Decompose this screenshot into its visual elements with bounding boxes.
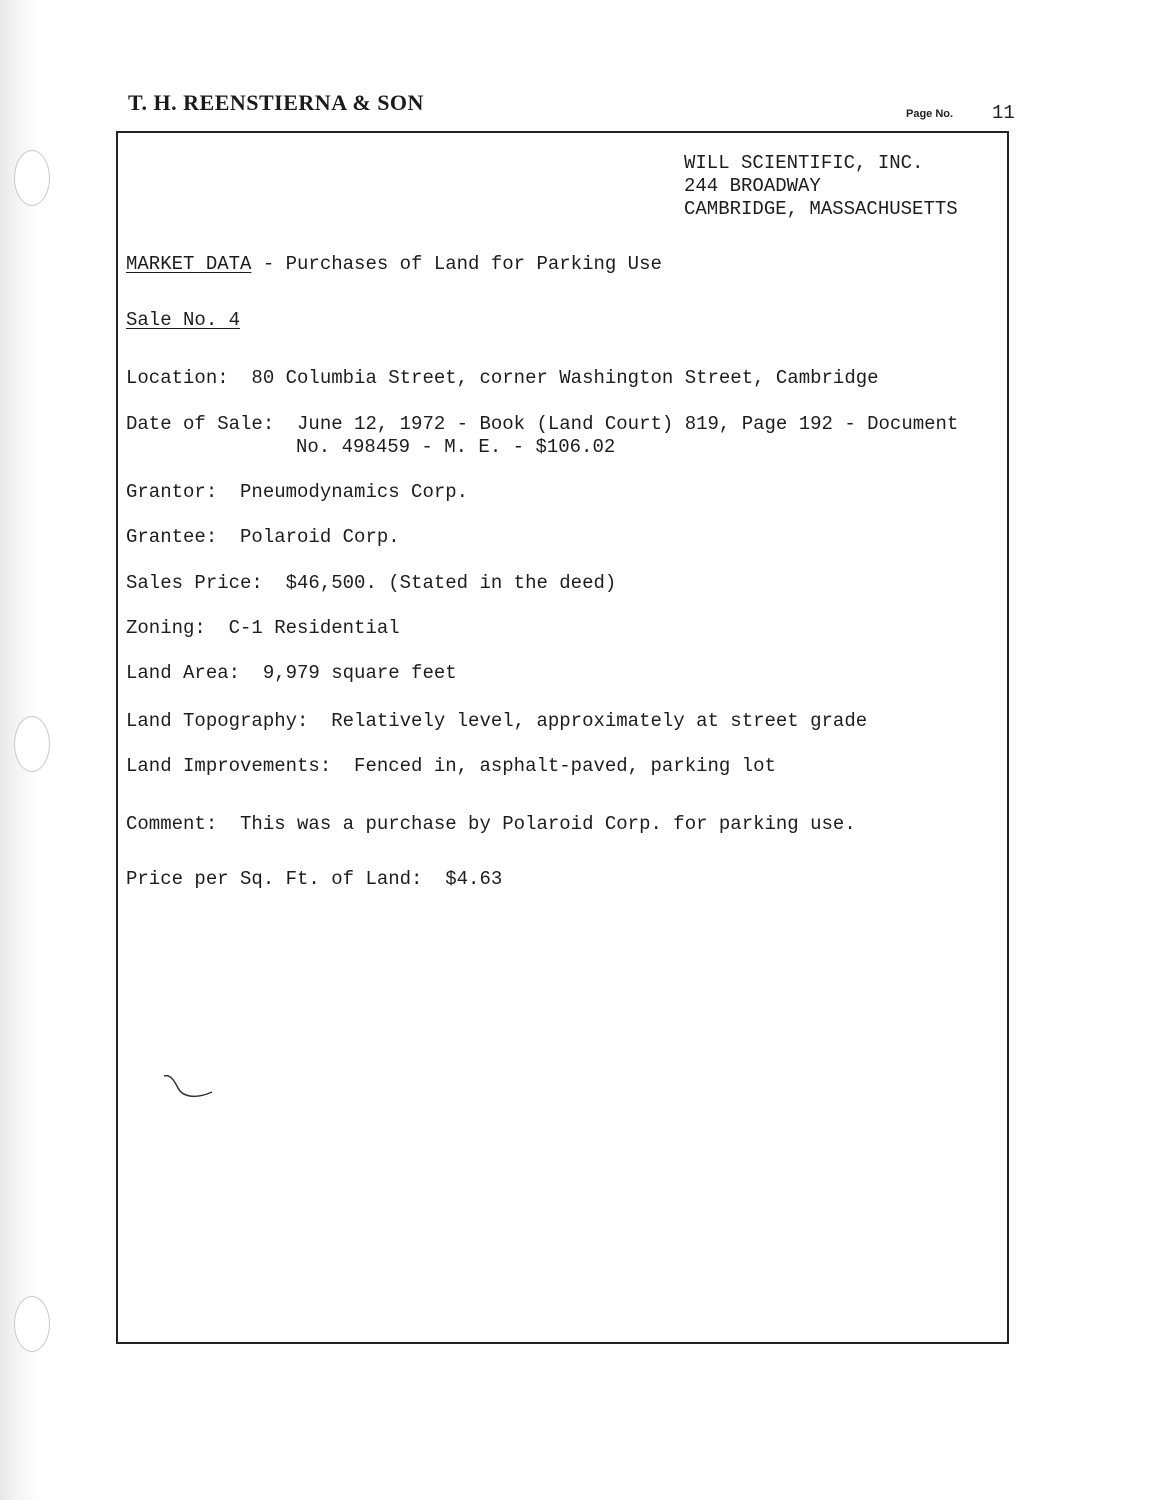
date-of-sale-field: Date of Sale: June 12, 1972 - Book (Land Court) 819, Page 192 - Document	[126, 413, 959, 435]
client-city: CAMBRIDGE, MASSACHUSETTS	[684, 198, 958, 220]
pen-mark	[160, 1070, 216, 1102]
section-title: - Purchases of Land for Parking Use	[251, 253, 662, 275]
date-of-sale-continued: No. 498459 - M. E. - $106.02	[296, 436, 616, 458]
client-address: 244 BROADWAY	[684, 175, 821, 197]
comment-field: Comment: This was a purchase by Polaroid Corp. for parking use.	[126, 813, 856, 835]
zoning-field: Zoning: C-1 Residential	[126, 617, 400, 639]
grantee-field: Grantee: Polaroid Corp.	[126, 526, 400, 548]
punch-hole	[14, 716, 50, 772]
market-data-label: MARKET DATA	[126, 253, 252, 275]
content-frame	[116, 131, 1009, 1344]
punch-hole	[14, 1296, 50, 1352]
sale-number: Sale No. 4	[126, 309, 241, 331]
firm-name: T. H. REENSTIERNA & SON	[128, 90, 424, 115]
page-number: 11	[992, 102, 1015, 124]
land-improvements-field: Land Improvements: Fenced in, asphalt-paved, parking lot	[126, 755, 776, 777]
grantor-field: Grantor: Pneumodynamics Corp.	[126, 481, 469, 503]
price-per-sqft-field: Price per Sq. Ft. of Land: $4.63	[126, 868, 503, 890]
land-area-field: Land Area: 9,979 square feet	[126, 662, 457, 684]
sales-price-field: Sales Price: $46,500. (Stated in the deed)	[126, 572, 617, 594]
punch-hole	[14, 150, 50, 206]
client-name: WILL SCIENTIFIC, INC.	[684, 152, 924, 174]
land-topography-field: Land Topography: Relatively level, approximately at street grade	[126, 710, 868, 732]
location-field: Location: 80 Columbia Street, corner Washington Street, Cambridge	[126, 367, 879, 389]
section-heading	[126, 252, 662, 276]
page-number-label: Page No.	[906, 108, 954, 120]
